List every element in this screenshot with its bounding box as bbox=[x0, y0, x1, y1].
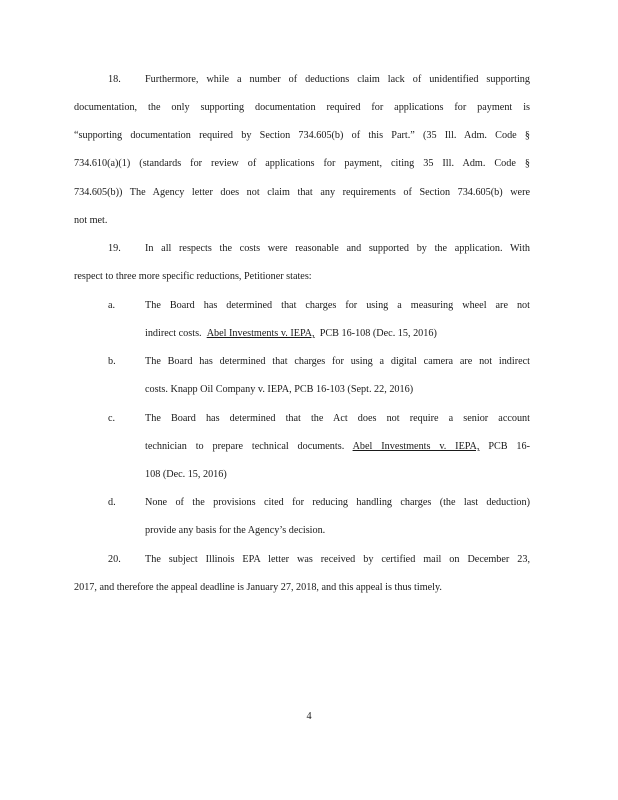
item-c-line-1: The Board has determined that the Act does not require a senior account bbox=[145, 413, 530, 424]
item-a-line-1: The Board has determined that charges for using a measuring wheel are not bbox=[145, 300, 530, 311]
paragraph-18-line-6: not met. bbox=[74, 215, 108, 226]
item-c-text: technician to prepare technical documents. bbox=[145, 441, 345, 452]
paragraph-20-line-1: The subject Illinois EPA letter was received by certified mail on December 23, bbox=[145, 554, 530, 565]
item-c-line-2 bbox=[145, 441, 530, 453]
page-number: 4 bbox=[306, 711, 312, 722]
paragraph-18-line-5: 734.605(b)) The Agency letter does not claim that any requirements of Section 734.605(b) were bbox=[74, 187, 530, 198]
item-c-line-3: 108 (Dec. 15, 2016) bbox=[145, 469, 227, 480]
item-b-line-1: The Board has determined that charges for using a digital camera are not indirect bbox=[145, 356, 530, 367]
item-d-line-1: None of the provisions cited for reducing handling charges (the last deduction) bbox=[145, 497, 530, 508]
item-c-letter: c. bbox=[108, 413, 116, 424]
item-d-letter: d. bbox=[108, 497, 116, 508]
paragraph-18-number: 18. bbox=[108, 74, 121, 85]
paragraph-19-line-2: respect to three more specific reductions, Petitioner states: bbox=[74, 271, 312, 282]
case-citation-abel-investments: Abel Investments v. IEPA, bbox=[206, 328, 315, 339]
paragraph-18-line-1: Furthermore, while a number of deductions claim lack of unidentified supporting bbox=[145, 74, 530, 85]
item-d-line-2: provide any basis for the Agency’s decision. bbox=[145, 525, 326, 536]
item-b-letter: b. bbox=[108, 356, 116, 367]
paragraph-20-number: 20. bbox=[108, 554, 121, 565]
item-b-line-2: costs. Knapp Oil Company v. IEPA, PCB 16-103 (Sept. 22, 2016) bbox=[145, 384, 414, 395]
paragraph-18-line-4: 734.610(a)(1) (standards for review of applications for payment, citing 35 Ill. Adm. Code § bbox=[74, 158, 530, 169]
paragraph-20-line-2: 2017, and therefore the appeal deadline is January 27, 2018, and this appeal is thus timely. bbox=[74, 582, 442, 593]
paragraph-18-line-3: “supporting documentation required by Section 734.605(b) of this Part.” (35 Ill. Adm. Code § bbox=[74, 130, 530, 141]
item-a-letter: a. bbox=[108, 300, 116, 311]
item-a-citation: PCB 16-108 (Dec. 15, 2016) bbox=[319, 328, 437, 339]
case-citation-abel-investments: Abel Investments v. IEPA, bbox=[352, 441, 480, 452]
item-a-line-2 bbox=[145, 328, 437, 340]
item-c-citation: PCB 16- bbox=[488, 441, 531, 452]
paragraph-19-number: 19. bbox=[108, 243, 121, 254]
paragraph-18-line-2: documentation, the only supporting documentation required for applications for payment is bbox=[74, 102, 530, 113]
item-a-text: indirect costs. bbox=[145, 328, 202, 339]
paragraph-19-line-1: In all respects the costs were reasonable and supported by the application. With bbox=[145, 243, 530, 254]
